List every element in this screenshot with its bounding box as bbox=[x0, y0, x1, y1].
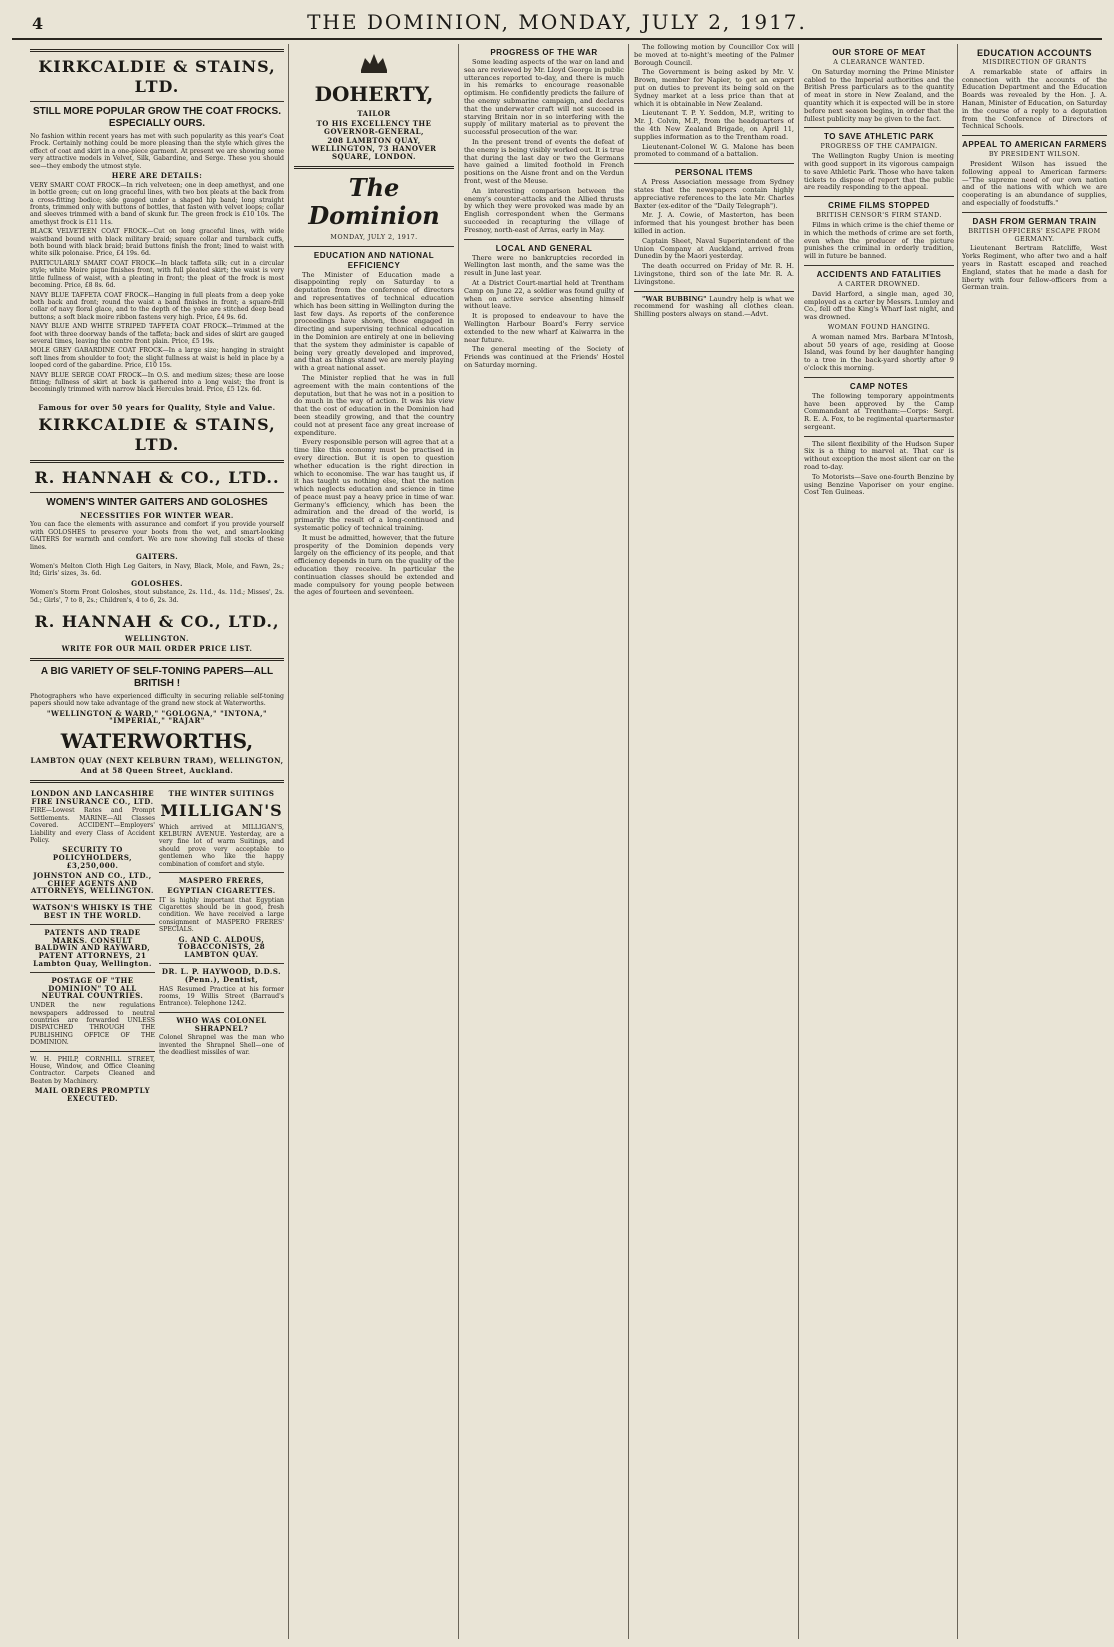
accidents-headline: ACCIDENTS AND FATALITIES bbox=[816, 269, 942, 279]
personal-paragraph: Mr. J. A. Cowie, of Masterton, has been informed that his youngest brother has been killed in action. bbox=[634, 211, 794, 235]
carter-text: David Harford, a single man, aged 30, employed as a carter by Messrs. Lumley and Co., fell off the King's Wharf last night, and was drowned. bbox=[804, 289, 954, 322]
column-rule bbox=[458, 44, 459, 1639]
dominion-title: The Dominion bbox=[308, 172, 440, 230]
gaiters-text: Women's Melton Cloth High Leg Gaiters, in Navy, Black, Mole, and Fawn, 2s.; ltd; Girls' sizes, 3s. 6d. bbox=[30, 562, 284, 578]
london-lancashire-head: LONDON AND LANCASHIRE FIRE INSURANCE CO., LTD. bbox=[30, 788, 155, 806]
laundry-ad bbox=[634, 296, 794, 319]
page-number: 4 bbox=[32, 14, 44, 33]
kirkcaldie-item: NAVY BLUE SERGE COAT FROCK—In O.S. and medium sizes; these are loose fitting; fullness of skirt at back is gathered into a long waist; the front is becomingly trimmed with narrow black Hercules braid. Price, £5 12s. 6d. bbox=[30, 371, 284, 394]
hannah-headline: WOMEN'S WINTER GAITERS AND GOLOSHES bbox=[46, 496, 268, 508]
patents-ad: PATENTS AND TRADE MARKS. CONSULT BALDWIN AND RAYWARD, PATENT ATTORNEYS, 21 Lambton Quay, Wellington. bbox=[33, 927, 152, 969]
news-column-local bbox=[634, 44, 794, 1639]
column-rule bbox=[628, 44, 629, 1639]
column-rule bbox=[798, 44, 799, 1639]
meat-headline: OUR STORE OF MEAT bbox=[832, 48, 926, 57]
newspaper-title: THE DOMINION, MONDAY, JULY 2, 1917. bbox=[307, 10, 807, 34]
personal-paragraph: A Press Association message from Sydney states that the newspapers contain highly appreciative references to the late Mr. Charles Baxter (ex-editor of the "Daily Telegraph"). bbox=[634, 178, 794, 210]
hannah-intro: You can face the elements with assurance and comfort if you provide yourself with GOLOSHES to preserve your boots from the wet, and smart-looking GAITERS for warmth and comfort. We are now showing full stocks of these lines. bbox=[30, 521, 284, 551]
waterworths-address: LAMBTON QUAY (NEXT KELBURN TRAM), WELLINGTON, bbox=[30, 756, 284, 766]
london-lancashire-security: SECURITY TO POLICYHOLDERS, £3,250,000. bbox=[52, 845, 133, 871]
doherty-address: 208 LAMBTON QUAY, WELLINGTON, 73 HANOVER SQUARE, LONDON. bbox=[311, 136, 437, 161]
maspero-sub: EGYPTIAN CIGARETTES. bbox=[167, 885, 276, 895]
doherty-excellency: TO HIS EXCELLENCY THE GOVERNOR-GENERAL, bbox=[316, 118, 432, 136]
local-paragraph: There were no bankruptcies recorded in Wellington last month, and the same was the result in June last year. bbox=[464, 253, 624, 278]
editorial-column bbox=[294, 44, 454, 1639]
war-paragraph: An interesting comparison between the enemy's counter-attacks and the Allied thrusts by which they were provoked was made by an English correspondent when the Germans succeeded in recapturing the village of Fresnoy, north-east of Arras, early in May. bbox=[464, 186, 624, 234]
royal-crest-icon bbox=[357, 50, 391, 76]
meat-text: On Saturday morning the Prime Minister cabled to the Imperial authorities and the British Press particulars as to the quantity of meat in store in New Zealand, and the quantity which it is expected will be in store before next season begins, in order that the fullest publicity may be given to the fact. bbox=[804, 67, 954, 123]
philp-ad: W. H. PHILP, CORNHILL STREET, House, Window, and Office Cleaning Contractor. Carpets Cleaned and Beaten by Machinery. bbox=[30, 1055, 155, 1085]
camp-notes-headline: CAMP NOTES bbox=[849, 381, 909, 391]
dominion-date: MONDAY, JULY 2, 1917. bbox=[330, 232, 418, 241]
kirkcaldie-slogan: Famous for over 50 years for Quality, Style and Value. bbox=[38, 402, 276, 412]
local-paragraph: Lieutenant-Colonel W. G. Malone has been promoted to command of a battalion. bbox=[634, 142, 794, 159]
personal-items-headline: PERSONAL ITEMS bbox=[675, 168, 753, 178]
kirkcaldie-item: BLACK VELVETEEN COAT FROCK—Cut on long graceful lines, with wide waistband bound with black military braid; square collar and turnback cuffs, both bound with black braid; braid buttons finish the front; lined to waist with white silk polonaise. Price, £4 19s. 6d. bbox=[30, 228, 284, 258]
column-rule bbox=[957, 44, 958, 1639]
appeal-farmers-text: President Wilson has issued the following appeal to American farmers:—"The supreme need of our own nation and of the nations with which we are cooperating is an abundance of supplies, and especially of foodstuffs." bbox=[962, 159, 1107, 207]
athletic-park-text: The Wellington Rugby Union is meeting with good support in its vigorous campaign to save Athletic Park. Those who have taken tickets to dispose of report that the public are readily responding to the appeal. bbox=[804, 152, 954, 192]
kirkcaldie-intro: No fashion within recent years has met with such popularity as this year's Coat Frock. Certainly nothing could be more pleasing than the style which gives the effect of coat and skirt in a one-piece garment. At present we are showing some very attractive models in Velvet, Silk, Gabardine, and Serge. These you should see—they embody the utmost style. bbox=[30, 133, 284, 170]
doherty-title: DOHERTY, bbox=[314, 82, 434, 106]
goloshes-text: Women's Storm Front Goloshes, stout substance, 2s. 11d., 4s. 11d.; Misses', 2s. 5d.; Girls', 7 to 8, 2s.; Children's, 4 to 6, 2s. 3d. bbox=[30, 589, 284, 604]
personal-paragraph: The death occurred on Friday of Mr. R. H. Livingstone, third son of the late Mr. R. A. Livingstone. bbox=[634, 262, 794, 286]
waterworths-headline: A BIG VARIETY OF SELF-TONING PAPERS—ALL BRITISH ! bbox=[40, 665, 274, 689]
kirkcaldie-title-footer: KIRKCALDIE & STAINS, LTD. bbox=[38, 414, 276, 454]
maspero-head: MASPERO FRERES, bbox=[178, 876, 265, 886]
mail-orders: MAIL ORDERS PROMPTLY EXECUTED. bbox=[34, 1086, 151, 1104]
appeal-farmers-subhead: BY PRESIDENT WILSON. bbox=[988, 150, 1081, 159]
kirkcaldie-title: KIRKCALDIE & STAINS, LTD. bbox=[38, 57, 276, 96]
woman-text: A woman named Mrs. Barbara M'Intosh, about 50 years of age, residing at Goose Island, was found by her daughter hanging to a tree in the back-yard shortly after 9 o'clock this morning. bbox=[804, 332, 954, 372]
laundry-ad-head: "WAR BUBBING" bbox=[642, 294, 707, 303]
kirkcaldie-details-label: HERE ARE DETAILS: bbox=[111, 171, 203, 181]
kirkcaldie-item: NAVY BLUE AND WHITE STRIPED TAFFETA COAT FROCK—Trimmed at the foot with three doorway bands of the taffeta; back and sides of skirt are gauged several times, leaving the centre front plain. Price, £5 19s. bbox=[30, 323, 284, 345]
crime-films-text: Films in which crime is the chief theme or in which the methods of crime are set forth, even when the producer of the picture punishes the criminal in orderly tradition, will in future be banned. bbox=[804, 220, 954, 261]
london-lancashire-agents: JOHNSTON AND CO., LTD., CHIEF AGENTS AND ATTORNEYS, WELLINGTON. bbox=[31, 870, 154, 896]
dentist-text: HAS Resumed Practice at his former rooms, 19 Willis Street (Barraud's Entrance). Telephone 1242. bbox=[159, 985, 284, 1008]
advert-column bbox=[30, 44, 284, 1639]
postage-head: POSTAGE OF "THE DOMINION" TO ALL NEUTRAL COUNTRIES. bbox=[41, 975, 144, 1001]
motorists-ad-text: To Motorists—Save one-fourth Benzine by using Benzine Vaporiser on your engine. Cost Ten Guineas. bbox=[804, 472, 954, 497]
war-paragraph: Some leading aspects of the war on land and sea are reviewed by Mr. Lloyd George in public utterances reported to-day, and there is much in his remarks to encourage reasonable optimism. He confidently predicts the failure of the enemy submarine campaign, and declares that the underwater craft will not succeed in starving Britain nor in so interfering with the supply of military material as to prevent the successful prosecution of the war. bbox=[464, 58, 624, 137]
milligans-text: Which arrived at MILLIGAN'S, KELBURN AVENUE. Yesterday, are a very fine lot of warm Suitings, and should prove very acceptable to gentlemen who like the happy combination of comfort and style. bbox=[159, 823, 284, 868]
watsons-whisky: WATSON'S WHISKY IS THE BEST IN THE WORLD. bbox=[32, 903, 153, 921]
column-rule bbox=[288, 44, 289, 1639]
local-paragraph: It is proposed to endeavour to have the Wellington Harbour Board's Ferry service extended to the new wharf at Kaiwarra in the near future. bbox=[464, 312, 624, 344]
goloshes-label: GOLOSHES. bbox=[131, 578, 183, 588]
maspero-text: IT is highly important that Egyptian Cigarettes should be in good, fresh condition. We have received a large consignment of MASPERO FRERES' SPECIALS. bbox=[159, 896, 284, 934]
woman-subhead: WOMAN FOUND HANGING. bbox=[827, 322, 931, 331]
editorial-headline: EDUCATION AND NATIONAL EFFICIENCY bbox=[313, 250, 435, 270]
local-general-headline: LOCAL AND GENERAL bbox=[495, 243, 593, 253]
german-train-headline: DASH FROM GERMAN TRAIN bbox=[972, 216, 1097, 226]
waterworths-text: Photographers who have experienced difficulty in securing reliable self-toning papers should now take advantage of the grand new stock at Waterworths. bbox=[30, 692, 284, 708]
crime-films-headline: CRIME FILMS STOPPED bbox=[828, 201, 930, 211]
masthead bbox=[12, 8, 1102, 40]
waterworths-title: WATERWORTHS, bbox=[60, 729, 254, 754]
local-paragraph: At a District Court-martial held at Trentham Camp on June 22, a soldier was found guilty of when on active service absenting himself without leave. bbox=[464, 278, 624, 311]
education-accounts-headline: EDUCATION ACCOUNTS bbox=[977, 48, 1092, 58]
waterworths-address-2: And at 58 Queen Street, Auckland. bbox=[80, 766, 234, 776]
laundry-ad-text: Laundry help is what we recommend for washing all clothes clean. Shilling posters always on stand.—Advt. bbox=[634, 294, 794, 319]
editorial-paragraph: Every responsible person will agree that at a time like this economy must be practised in every direction. But it is open to question whether education is the right direction in which to economise. The war has taught us, if it has taught us nothing else, that the nation which neglects education and science in time of peace must pay a heavy price in time of war. Germany's efficiency, which has been the admiration and the dread of the world, is primarily the result of a long-continued and systematic policy of technical training. bbox=[294, 438, 454, 533]
hannah-subhead: NECESSITIES FOR WINTER WEAR. bbox=[80, 510, 234, 520]
dentist-head: DR. L. P. HAYWOOD, D.D.S. (Penn.), Dentist, bbox=[161, 967, 282, 984]
local-paragraph: Lieutenant T. P. Y. Seddon, M.P., writing to Mr. J. Colvin, M.P., from the headquarters of the 4th New Zealand Brigade, on April 11, supplies information as to the Trentham road. bbox=[634, 109, 794, 141]
appeal-farmers-headline: APPEAL TO AMERICAN FARMERS bbox=[962, 140, 1107, 150]
hannah-title: R. HANNAH & CO., LTD.. bbox=[34, 467, 280, 487]
progress-war-headline: PROGRESS OF THE WAR bbox=[490, 48, 598, 57]
gaiters-label: GAITERS. bbox=[135, 552, 179, 562]
postage-text: UNDER the new regulations newspapers addressed to neutral countries are forwarded UNLESS DISPATCHED THROUGH THE PUBLISHING OFFICE OF THE DOMINION. bbox=[30, 1002, 155, 1047]
hannah-write: WRITE FOR OUR MAIL ORDER PRICE LIST. bbox=[61, 644, 253, 654]
local-paragraph: The following motion by Councillor Cox will be moved at to-night's meeting of the Palmer Borough Council. bbox=[634, 44, 794, 67]
news-column-meat bbox=[804, 44, 954, 1639]
local-paragraph: The Government is being asked by Mr. V. Brown, member for Napier, to get an expert put on duties to prevent its being sold on the Sydney market at a less price than that at which it is obtainable in New Zealand. bbox=[634, 68, 794, 108]
education-accounts-text: A remarkable state of affairs in connection with the accounts of the Education Department and the Education Boards was revealed by the Hon. J. A. Hanan, Minister of Education, on Saturday in the course of a reply to a deputation from the Conference of Directors of Technical Schools. bbox=[962, 67, 1107, 131]
kirkcaldie-headline: STILL MORE POPULAR GROW THE COAT FROCKS. ESPECIALLY OURS. bbox=[33, 106, 281, 129]
shrapnel-text: Colonel Shrapnel was the man who invented the Shrapnel Shell—one of the deadliest missiles of war. bbox=[159, 1034, 284, 1057]
doherty-tailor: TAILOR bbox=[357, 109, 391, 118]
waterworths-brands: "WELLINGTON & WARD," "GOLOGNA," "INTONA," "IMPERIAL," "RAJAR" bbox=[46, 708, 268, 726]
london-lancashire-text: FIRE—Lowest Rates and Prompt Settlements. MARINE—All Classes Covered. ACCIDENT—Employers' Liability and every Class of Accident Policy. bbox=[30, 807, 155, 845]
milligans-title: MILLIGAN'S bbox=[160, 800, 283, 820]
meat-subhead: A CLEARANCE WANTED. bbox=[833, 58, 925, 66]
war-paragraph: In the present trend of events the defeat of the enemy is being visibly worked out. It is true that during the last day or two the Germans have gained a limited foothold in French positions on the Aisne front and on the Verdun front, west of the Meuse. bbox=[464, 137, 624, 185]
local-paragraph: The general meeting of the Society of Friends was continued at the Friends' Hostel on Saturday morning. bbox=[464, 345, 624, 369]
kirkcaldie-item: NAVY BLUE TAFFETA COAT FROCK—Hanging in full pleats from a deep yoke both back and front; round the waist a band finishes in front; a square-frill collar of navy floral glace, and to the depth of the yoke are stitched deep bead buttons; a soft black moire ribbon fastens very high. Price, £4 9s. 6d. bbox=[30, 291, 284, 321]
personal-paragraph: Captain Sheet, Naval Superintendent of the Union Company at Auckland, arrived from Dunedin by the Maori yesterday. bbox=[634, 236, 794, 261]
german-train-subhead: BRITISH OFFICERS' ESCAPE FROM GERMANY. bbox=[968, 226, 1101, 243]
athletic-park-subhead: PROGRESS OF THE CAMPAIGN. bbox=[820, 142, 938, 151]
hannah-title-footer: R. HANNAH & CO., LTD., bbox=[34, 612, 280, 632]
athletic-park-headline: TO SAVE ATHLETIC PARK bbox=[823, 132, 935, 142]
kirkcaldie-item: VERY SMART COAT FROCK—In rich velveteen; one in deep amethyst, and one in bottle green; cut on long graceful lines, with two box pleats at the back from a cross-fitting bodice; side gauged under a shaped hip band; long straight fronts, trimmed only with buttons of bottles, that fasten with velvet loops; collar and sleeves trimmed with a band of skunk fur. The green frock is £10 10s. The amethyst frock is £11 11s. bbox=[30, 181, 284, 226]
editorial-paragraph: It must be admitted, however, that the future prosperity of the Dominion depends very largely on the efficiency of its people, and that efficiency depends in turn on the quality of the education they receive. In particular the continuation classes should be extended and made compulsory for young people between the ages of fourteen and seventeen. bbox=[294, 533, 454, 597]
hudson-ad-text: The silent flexibility of the Hudson Super Six is a thing to marvel at. That car is without exception the most silent car on the road to-day. bbox=[804, 439, 954, 472]
camp-notes-text: The following temporary appointments have been approved by the Camp Commandant at Trentham:—Corps: Sergt. R. E. A. Fox, to be regimental quartermaster sergeant. bbox=[804, 391, 954, 431]
education-accounts-subhead: MISDIRECTION OF GRANTS bbox=[982, 58, 1087, 66]
aldous-ad: G. AND C. ALDOUS, TOBACCONISTS, 28 LAMBTON QUAY. bbox=[177, 934, 266, 960]
milligans-subhead: THE WINTER SUITINGS bbox=[168, 788, 275, 798]
carter-subhead: A CARTER DROWNED. bbox=[837, 279, 921, 288]
hannah-city: WELLINGTON. bbox=[125, 634, 189, 644]
german-train-text: Lieutenant Bertram Ratcliffe, West Yorks Regiment, who after two and a half years in Rastatt escaped and reached England, states that he made a dash for liberty with four fellow-officers from a German train. bbox=[962, 244, 1107, 292]
editorial-paragraph: The Minister of Education made a disappointing reply on Saturday to a deputation from the conference of directors and representatives of technical education which has been sitting in Wellington during the last few days. As reports of the conference proceedings have shown, those engaged in directing and supervising technical education in the Dominion are entirely at one in believing that the system they administer is capable of being very greatly developed and improved, and that as things stand we are merely playing with a great national asset. bbox=[294, 270, 454, 373]
kirkcaldie-item: PARTICULARLY SMART COAT FROCK—In black taffeta silk; cut in a circular style; white Moire pique finishes front, with full pleated skirt; the waist is very little fullness of waist, with a pleating in front; the pleat of the frock is most becoming. Price, £8 8s. 6d. bbox=[30, 259, 284, 290]
editorial-paragraph: The Minister replied that he was in full agreement with the main contentions of the deputation, but that he was not in a position to do much in the way of action. It was his view that the cost of education in the Dominion had been steadily growing, and that the country could not at present face any great increase of expenditure. bbox=[294, 373, 454, 437]
shrapnel-head: WHO WAS COLONEL SHRAPNEL? bbox=[176, 1015, 267, 1033]
news-column-war bbox=[464, 44, 624, 1639]
news-column-education bbox=[962, 44, 1107, 1639]
kirkcaldie-item: MOLE GREY GABARDINE COAT FROCK—In a large size; hanging in straight soft lines from shoulder to foot; the slight fullness at waist is held in place by a looped cord of the gabardine. Price, £10 15s. bbox=[30, 347, 284, 370]
crime-films-subhead: BRITISH CENSOR'S FIRM STAND. bbox=[816, 211, 942, 220]
